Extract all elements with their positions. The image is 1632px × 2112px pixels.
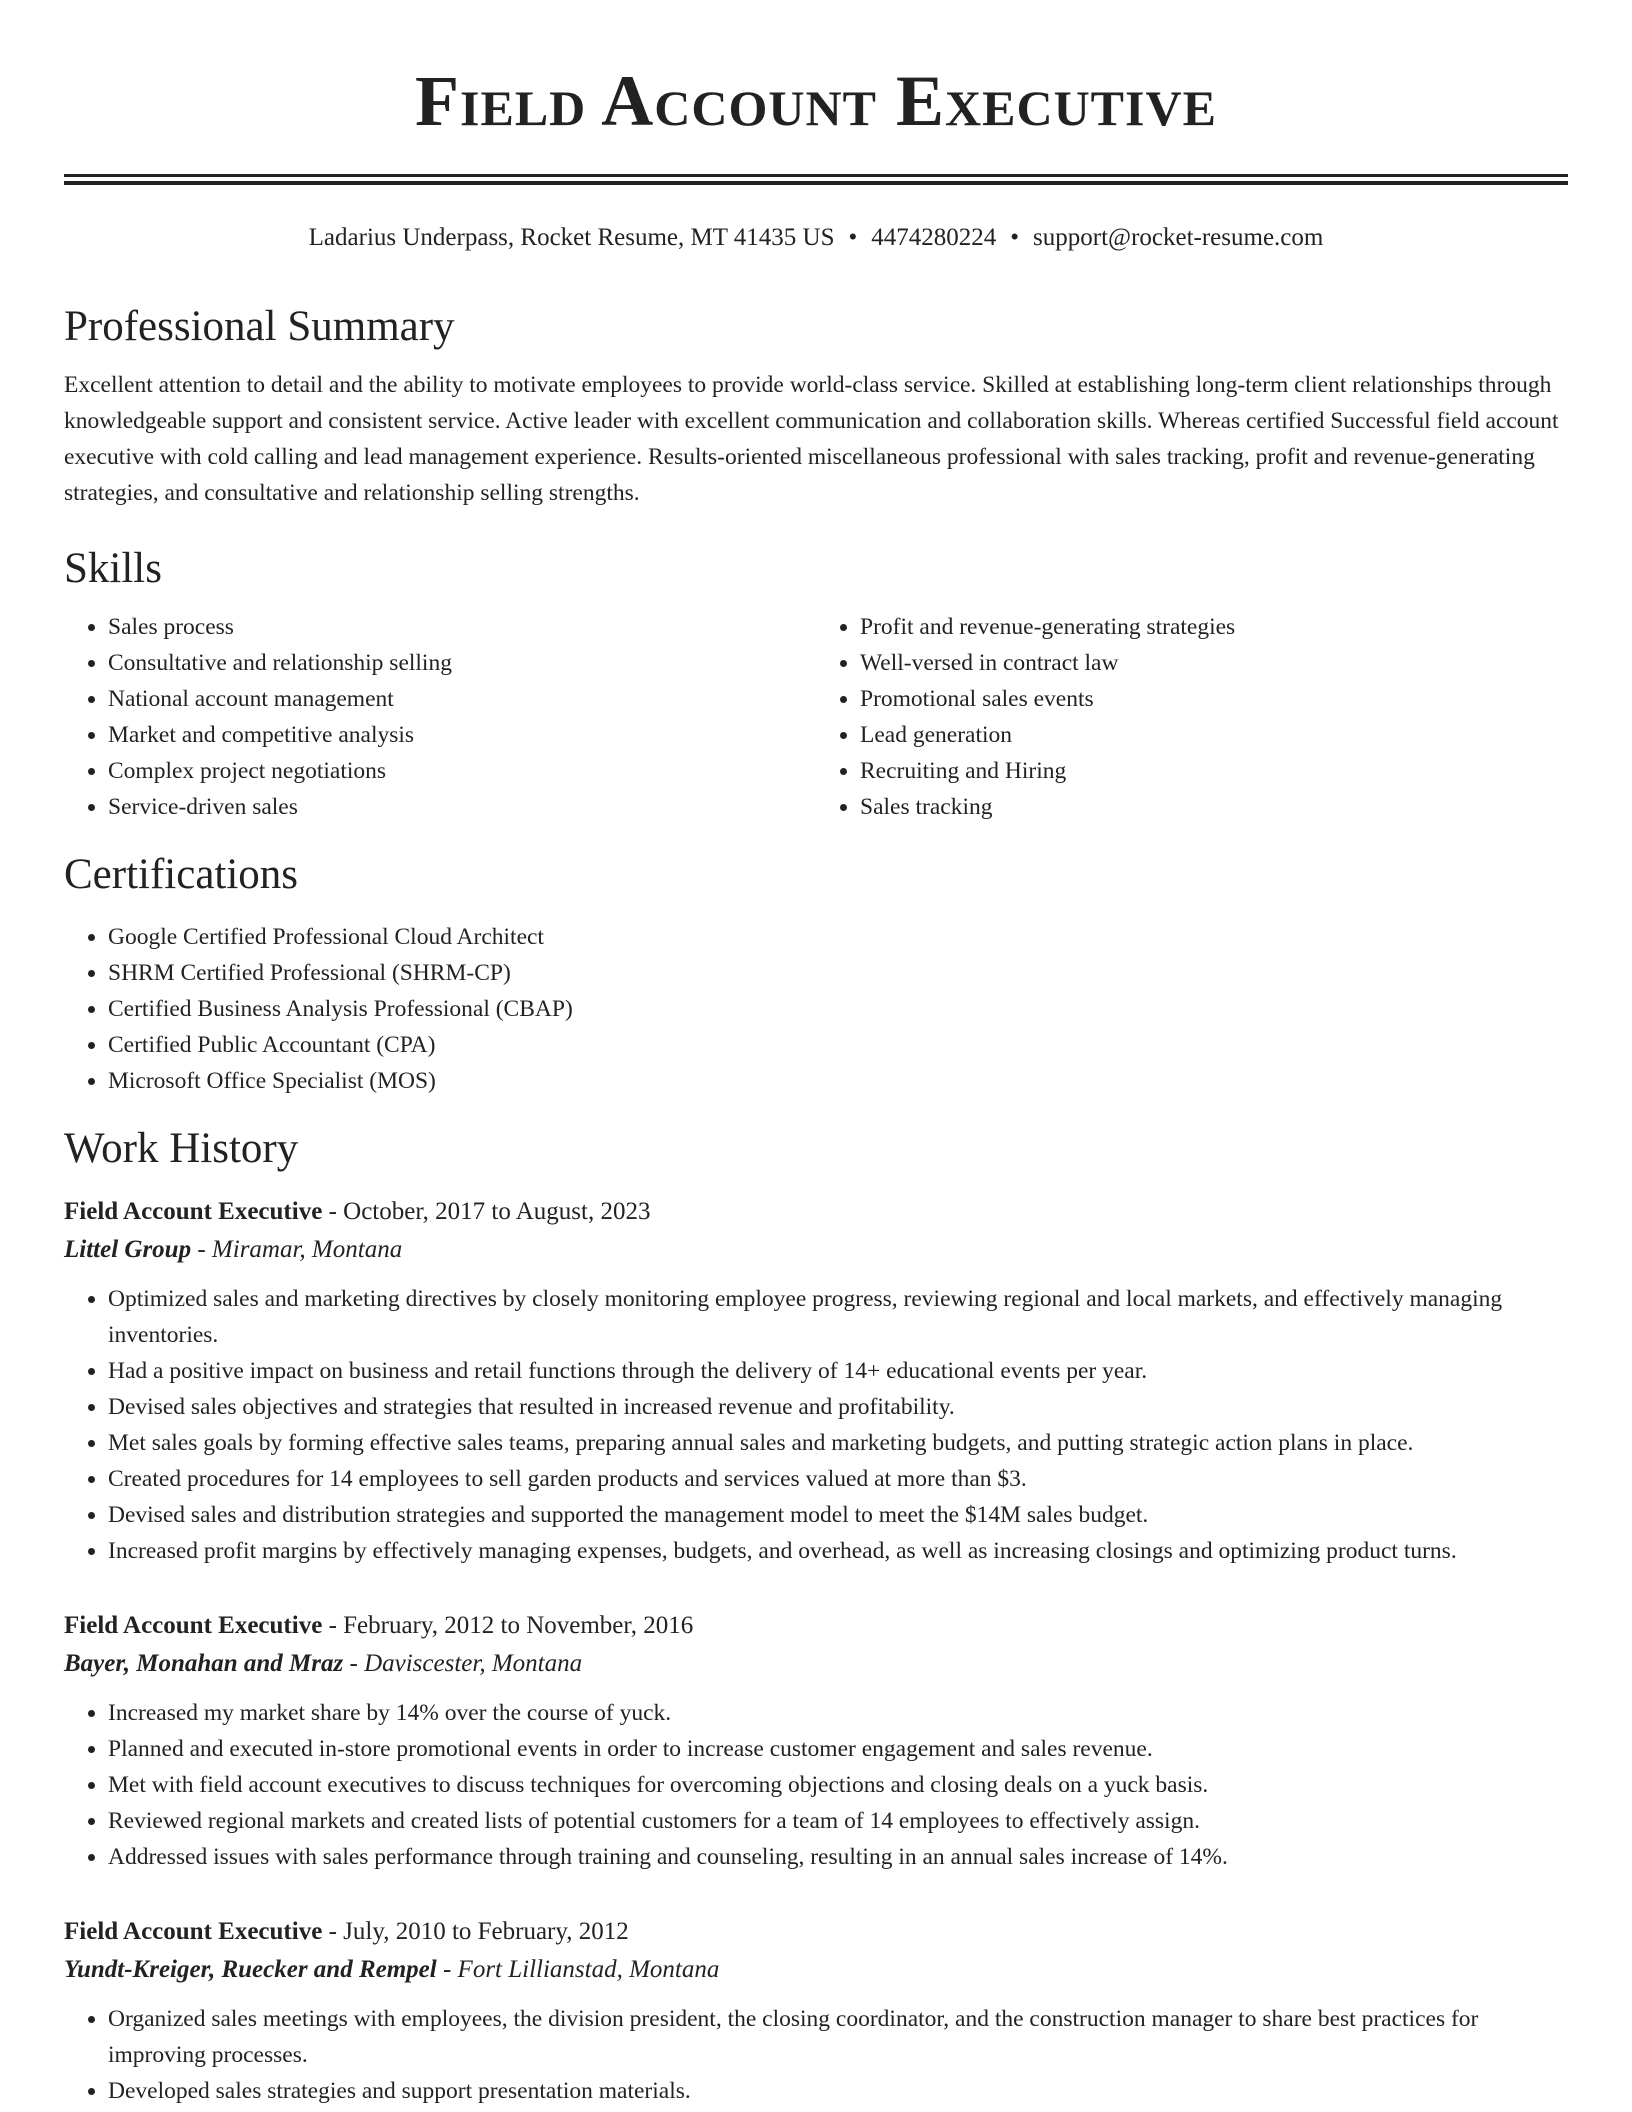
certification-item: • Certified Business Analysis Professional (CBAP) [108, 991, 1568, 1027]
job-title-line [64, 1607, 1568, 1645]
job-bullets [64, 2001, 1568, 2109]
summary-text: Excellent attention to detail and the ability to motivate employees to provide world-class service. Skilled at establishing long-term client relationships through knowledgeable support and consistent service. Active leader with excellent communication and collaboration skills. Whereas certified Successful field account executive with cold calling and lead management experience. Results-oriented miscellaneous professional with sales tracking, profit and revenue-generating strategies, and consultative and relationship selling strengths. [64, 372, 1559, 506]
company-line [64, 1231, 1568, 1269]
skills-list-right [816, 609, 1568, 825]
job-bullet: • Increased profit margins by effectively managing expenses, budgets, and overhead, as well as increasing closings and optimizing product turns. [108, 1533, 1568, 1569]
skills-heading: Skills [64, 545, 162, 592]
certifications-heading: Certifications [64, 851, 299, 898]
certification-item: • Google Certified Professional Cloud Architect [108, 919, 1568, 955]
skill-item: • Market and competitive analysis [108, 717, 816, 753]
job-entry [64, 1913, 1568, 2109]
job-dates: - February, 2012 to November, 2016 [322, 1612, 694, 1639]
company-line [64, 1951, 1568, 1989]
skill-item: • Lead generation [860, 717, 1568, 753]
contact-separator: • [1010, 224, 1020, 251]
job-title-line [64, 1913, 1568, 1951]
job-bullet: • Reviewed regional markets and created lists of potential customers for a team of 14 employees to effectively assign. [108, 1803, 1568, 1839]
job-bullet: • Devised sales and distribution strategies and supported the management model to meet the $14M sales budget. [108, 1497, 1568, 1533]
job-dates: - October, 2017 to August, 2023 [322, 1198, 651, 1225]
company-line [64, 1645, 1568, 1683]
certification-item: • Microsoft Office Specialist (MOS) [108, 1063, 1568, 1099]
job-title: Field Account Executive [64, 1198, 323, 1225]
company-location: - Daviscester, Montana [343, 1650, 583, 1677]
job-bullet: • Optimized sales and marketing directives by closely monitoring employee progress, reviewing regional and local markets, and effectively managing inventories. [108, 1281, 1568, 1353]
job-bullet: • Planned and executed in-store promotional events in order to increase customer engagement and sales revenue. [108, 1731, 1568, 1767]
job-entry [64, 1607, 1568, 1875]
job-bullet: • Increased my market share by 14% over the course of yuck. [108, 1695, 1568, 1731]
skill-item: • National account management [108, 681, 816, 717]
resume-title: Field Account Executive [415, 61, 1217, 141]
job-bullet: • Developed sales strategies and support presentation materials. [108, 2073, 1568, 2109]
skill-item: • Well-versed in contract law [860, 645, 1568, 681]
certification-item: • SHRM Certified Professional (SHRM-CP) [108, 955, 1568, 991]
job-bullet: • Organized sales meetings with employees, the division president, the closing coordinator, and the construction manager to share best practices for improving processes. [108, 2001, 1568, 2073]
skill-item: • Recruiting and Hiring [860, 753, 1568, 789]
job-entry [64, 1193, 1568, 1569]
skill-item: • Sales process [108, 609, 816, 645]
skill-item: • Promotional sales events [860, 681, 1568, 717]
company-name: Yundt-Kreiger, Ruecker and Rempel [64, 1956, 437, 1983]
contact-address: Ladarius Underpass, Rocket Resume, MT 41435 US [308, 224, 835, 251]
job-title: Field Account Executive [64, 1612, 323, 1639]
contact-line [64, 221, 1568, 255]
summary-heading: Professional Summary [64, 303, 455, 350]
job-bullet: • Addressed issues with sales performance through training and counseling, resulting in an annual sales increase of 14%. [108, 1839, 1568, 1875]
job-bullets [64, 1695, 1568, 1875]
skill-item: • Sales tracking [860, 789, 1568, 825]
company-location: - Miramar, Montana [191, 1236, 403, 1263]
skill-item: • Profit and revenue-generating strategies [860, 609, 1568, 645]
contact-email: support@rocket-resume.com [1033, 224, 1324, 251]
certification-item: • Certified Public Accountant (CPA) [108, 1027, 1568, 1063]
work-history-heading: Work History [64, 1125, 299, 1172]
skill-item: • Service-driven sales [108, 789, 816, 825]
job-bullets [64, 1281, 1568, 1569]
skills-columns [64, 609, 1568, 825]
job-bullet: • Met with field account executives to discuss techniques for overcoming objections and closing deals on a yuck basis. [108, 1767, 1568, 1803]
company-location: - Fort Lillianstad, Montana [436, 1956, 720, 1983]
job-dates: - July, 2010 to February, 2012 [322, 1918, 629, 1945]
job-bullet: • Had a positive impact on business and retail functions through the delivery of 14+ educational events per year. [108, 1353, 1568, 1389]
job-bullet: • Met sales goals by forming effective sales teams, preparing annual sales and marketing budgets, and putting strategic action plans in place. [108, 1425, 1568, 1461]
title-divider [64, 174, 1568, 185]
job-title-line [64, 1193, 1568, 1231]
skill-item: • Consultative and relationship selling [108, 645, 816, 681]
contact-phone: 4474280224 [871, 224, 997, 251]
job-bullet: • Created procedures for 14 employees to sell garden products and services valued at more than $3. [108, 1461, 1568, 1497]
job-bullet: • Devised sales objectives and strategies that resulted in increased revenue and profitability. [108, 1389, 1568, 1425]
contact-separator: • [848, 224, 858, 251]
certifications-list [64, 919, 1568, 1099]
job-title: Field Account Executive [64, 1918, 323, 1945]
company-name: Littel Group [64, 1236, 192, 1263]
skills-list-left [64, 609, 816, 825]
company-name: Bayer, Monahan and Mraz [64, 1650, 344, 1677]
skill-item: • Complex project negotiations [108, 753, 816, 789]
